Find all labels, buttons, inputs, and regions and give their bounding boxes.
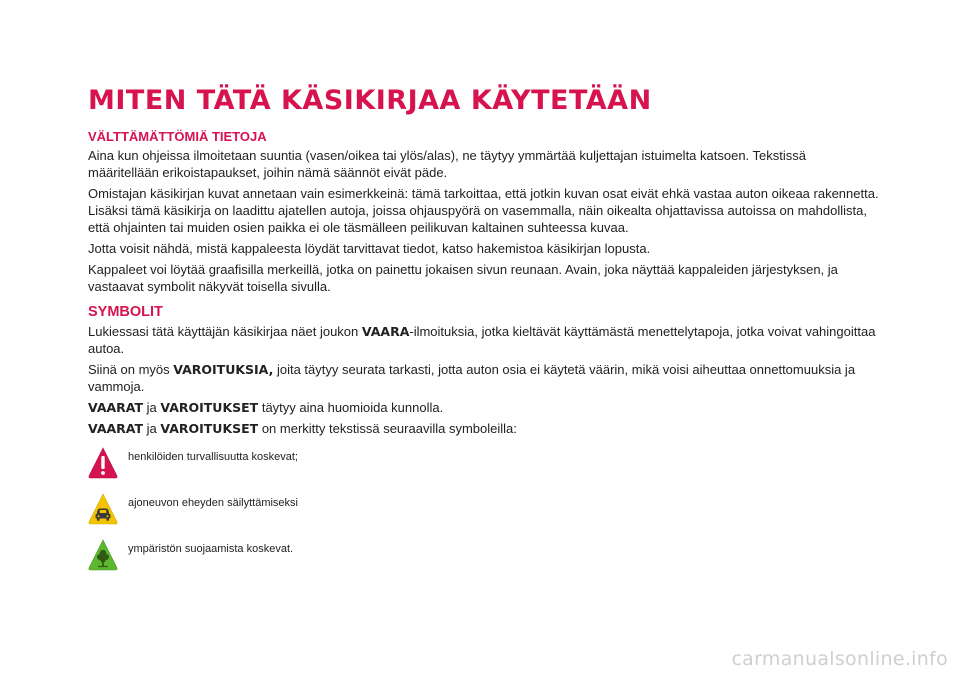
text: Siinä on myös xyxy=(88,361,174,377)
environment-protection-icon xyxy=(88,539,118,571)
manual-page xyxy=(88,86,880,575)
text: ja xyxy=(143,420,161,436)
symbol-label: henkilöiden turvallisuutta koskevat; xyxy=(128,450,298,463)
text: on merkitty tekstissä seuraavilla symboleilla: xyxy=(258,420,517,436)
watermark: carmanualsonline.info xyxy=(731,648,948,670)
paragraph: Aina kun ohjeissa ilmoitetaan suuntia (vasen/oikea tai ylös/alas), ne täytyy ymmärtää kuljettajan istuimelta katsoen. Tekstissä määritellään erikoistapaukset, joihin nämä säännöt eivät päde. xyxy=(88,147,807,180)
symbol-label: ajoneuvon eheyden säilyttämiseksi xyxy=(128,496,298,509)
bold-term-dangers: VAARAT xyxy=(88,399,144,415)
bold-term-warnings: VAROITUKSET xyxy=(160,399,259,415)
symbol-row-personal-safety xyxy=(88,447,880,483)
text: joita täytyy seurata tarkasti, jotta auton osia ei käytetä väärin, mikä voisi aiheuttaa onnettomuuksia ja vammoja. xyxy=(88,361,856,394)
bold-term-warnings: VAROITUKSIA, xyxy=(173,361,274,377)
paragraph: Kappaleet voi löytää graafisilla merkeillä, jotka on painettu jokaisen sivun reunaan. Avain, joka näyttää kappaleiden järjestyksen, ja vastaavat symbolit näkyvät toisella sivulla. xyxy=(88,261,838,294)
paragraph: Jotta voisit nähdä, mistä kappaleesta löydät tarvittavat tiedot, katso hakemistoa käsikirjan lopusta. xyxy=(88,240,651,256)
paragraph xyxy=(88,361,880,395)
symbol-row-environment xyxy=(88,539,880,575)
text: Lukiessasi tätä käyttäjän käsikirjaa näet joukon xyxy=(88,323,362,339)
paragraph xyxy=(88,399,880,416)
section-heading-symbols: SYMBOLIT xyxy=(88,303,163,320)
section-heading-essential-info: VÄLTTÄMÄTTÖMIÄ TIETOJA xyxy=(88,128,267,144)
paragraph: Omistajan käsikirjan kuvat annetaan vain esimerkkeinä: tämä tarkoittaa, että jotkin kuvan osat eivät ehkä vastaa auton oikeaa rakennetta. Lisäksi tämä käsikirja on laadittu ajatellen autoja, joissa ohjauspyörä on vasemmalla, näin oikealta ohjattavissa autoissa on mahdollista, että ohjainten tai muiden osien paikka ei ole täsmälleen peilikuvan kaltainen suhteessa kuvaa. xyxy=(88,185,879,235)
symbol-row-vehicle xyxy=(88,493,880,529)
text: täytyy aina huomioida kunnolla. xyxy=(258,399,444,415)
paragraph xyxy=(88,323,880,357)
text: ja xyxy=(143,399,161,415)
bold-term-dangers: VAARAT xyxy=(88,420,144,436)
page-title: MITEN TÄTÄ KÄSIKIRJAA KÄYTETÄÄN xyxy=(88,85,652,116)
vehicle-integrity-warning-icon xyxy=(88,493,118,525)
bold-term-danger: VAARA xyxy=(361,323,410,339)
personal-safety-warning-icon xyxy=(88,447,118,479)
symbol-label: ympäristön suojaamista koskevat. xyxy=(128,542,294,555)
text: -ilmoituksia, jotka kieltävät käyttämästä menettelytapoja, jotka voivat vahingoittaa autoa. xyxy=(88,323,876,356)
paragraph xyxy=(88,420,880,437)
bold-term-warnings: VAROITUKSET xyxy=(160,420,259,436)
